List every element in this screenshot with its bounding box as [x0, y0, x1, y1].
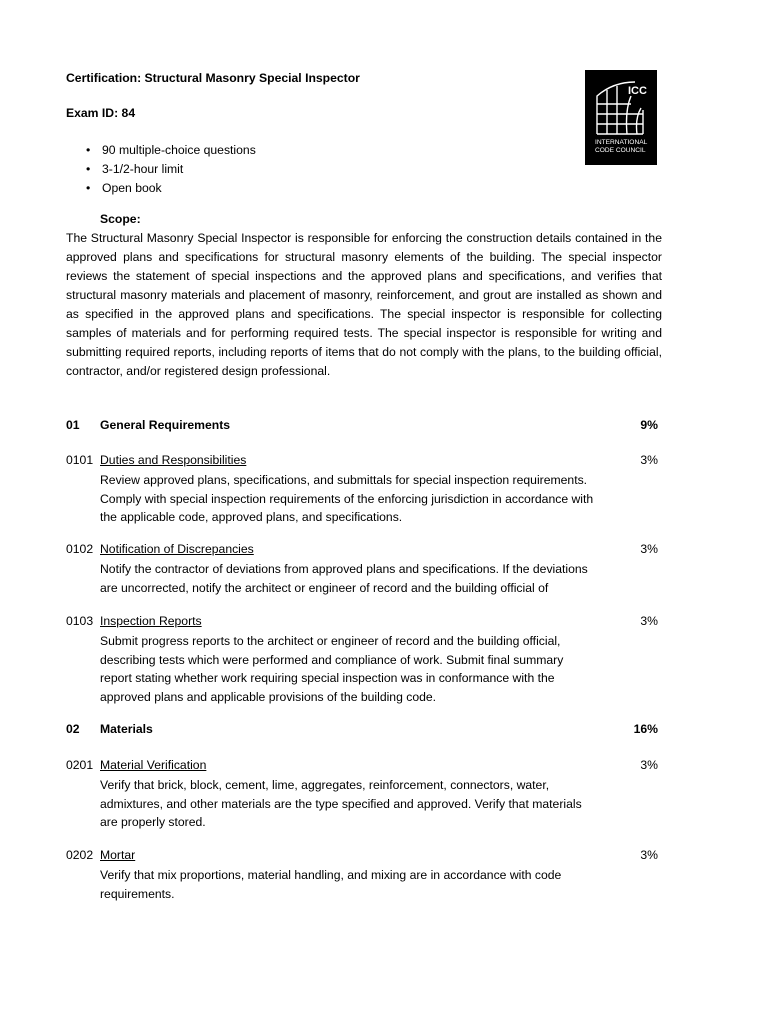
- logo-icc-text: ICC: [628, 85, 647, 97]
- description-line: report stating whether work requiring special inspection was in conformance with the: [100, 671, 555, 685]
- topic-percent: 3%: [640, 614, 658, 628]
- topic-percent: 3%: [640, 542, 658, 556]
- topic-percent: 3%: [640, 848, 658, 862]
- scope-text: The Structural Masonry Special Inspector is responsible for enforcing the construction details contained in the approved plans and specifications for structural masonry elements of the building. The special inspector reviews the statement of special inspections and the approved plans and specifications, and verifies that structural masonry materials and placement of masonry, reinforcement, and grout are installed as shown and as specified in the approved plans and specifications. The special inspector is responsible for collecting samples of materials and for performing required tests. The special inspector is responsible for writing and submitting required reports, including reports of items that do not comply with the plans, to the building official, contractor, and/or registered design professional.: [66, 231, 662, 378]
- topic-description: [100, 632, 620, 706]
- topic-description: [100, 776, 620, 832]
- description-line: Notify the contractor of deviations from approved plans and specifications. If the deviations: [100, 562, 588, 576]
- description-line: Review approved plans, specifications, and submittals for special inspection requirements.: [100, 473, 588, 487]
- exam-id: Exam ID: 84: [66, 106, 136, 120]
- description-line: are properly stored.: [100, 815, 206, 829]
- logo-line1: INTERNATIONAL: [595, 139, 648, 146]
- topic-code: 0101: [66, 453, 94, 467]
- description-line: Comply with special inspection requirements of the enforcing jurisdiction in accordance with: [100, 491, 594, 506]
- topic-title: Duties and Responsibilities: [100, 453, 247, 467]
- logo-line2: CODE COUNCIL: [595, 147, 646, 154]
- list-item: • Open book: [86, 179, 256, 198]
- description-line: Submit progress reports to the architect or engineer of record and the building official,: [100, 634, 561, 648]
- description-line: are uncorrected, notify the architect or engineer of record and the building official of: [100, 580, 549, 595]
- description-line: requirements.: [100, 886, 175, 901]
- topic-description: [100, 560, 620, 597]
- section-code: 01: [66, 418, 80, 432]
- description-line: the applicable code, approved plans, and specifications.: [100, 510, 403, 524]
- exam-details-list: [86, 141, 256, 198]
- section-percent: 9%: [640, 418, 658, 432]
- topic-title: Mortar: [100, 848, 136, 862]
- section-percent: 16%: [633, 722, 658, 736]
- description-line: Verify that brick, block, cement, lime, aggregates, reinforcement, connectors, water,: [100, 778, 550, 792]
- topic-title: Material Verification: [100, 758, 207, 772]
- section-title: General Requirements: [100, 418, 231, 432]
- topic-code: 0202: [66, 848, 94, 862]
- section-code: 02: [66, 722, 80, 736]
- topic-description: [100, 866, 620, 903]
- topic-title: Inspection Reports: [100, 614, 202, 628]
- topic-description: [100, 471, 620, 527]
- scope-label: Scope:: [100, 212, 141, 226]
- list-item: • 3-1/2-hour limit: [86, 160, 256, 179]
- description-line: approved plans and applicable provisions of the building code.: [100, 689, 437, 704]
- section-title: Materials: [100, 722, 153, 736]
- description-line: describing tests which were performed and compliance of work. Submit final summary: [100, 652, 564, 667]
- topic-percent: 3%: [640, 453, 658, 467]
- topic-code: 0102: [66, 542, 94, 556]
- list-item: • 90 multiple-choice questions: [86, 141, 256, 160]
- topic-title: Notification of Discrepancies: [100, 542, 254, 556]
- icc-logo: [585, 70, 657, 165]
- description-line: Verify that mix proportions, material handling, and mixing are in accordance with code: [100, 868, 562, 882]
- description-line: admixtures, and other materials are the type specified and approved. Verify that materials: [100, 796, 582, 811]
- topic-percent: 3%: [640, 758, 658, 772]
- certification-title: Certification: Structural Masonry Special Inspector: [66, 71, 360, 85]
- topic-code: 0103: [66, 614, 94, 628]
- topic-code: 0201: [66, 758, 94, 772]
